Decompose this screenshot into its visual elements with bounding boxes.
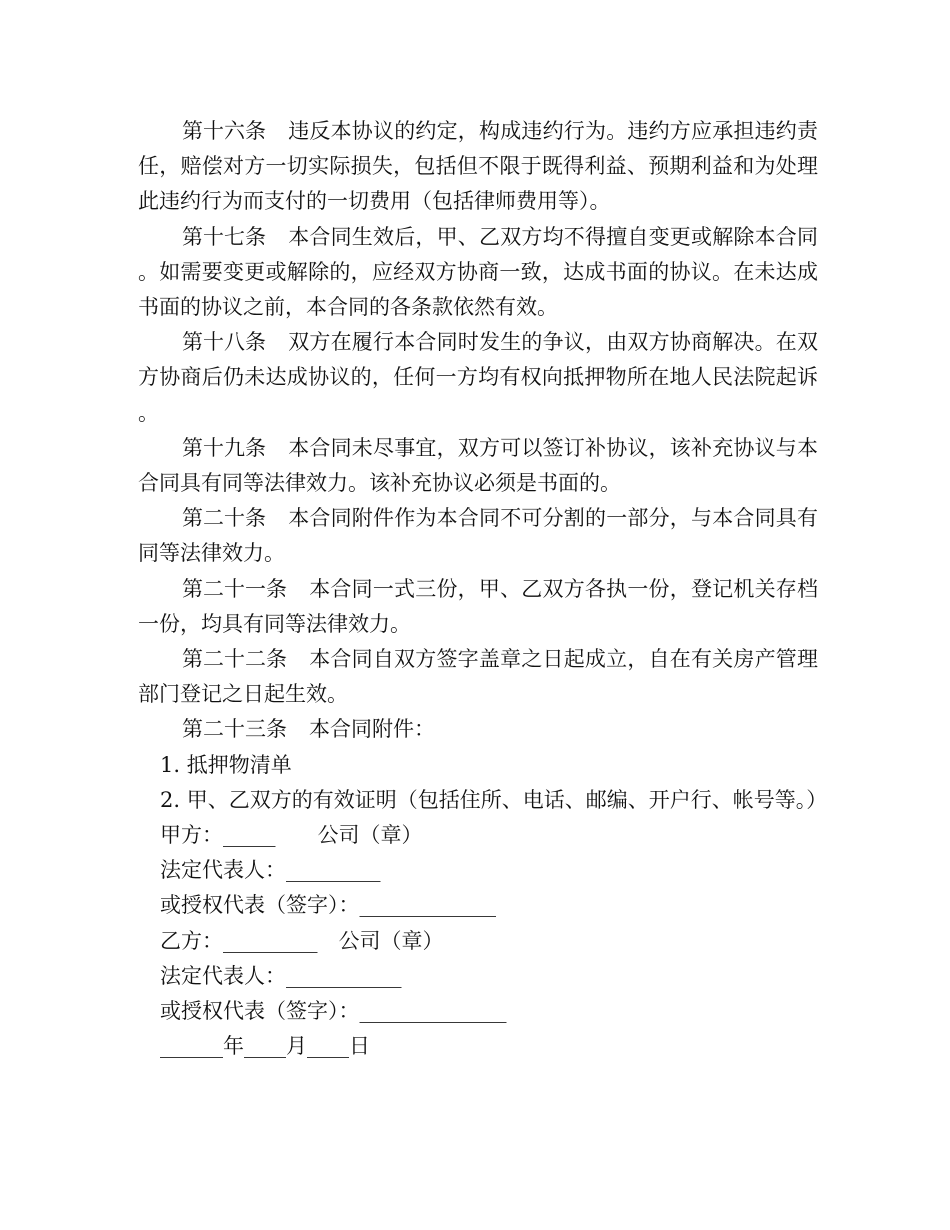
clause-heading: 第十七条 (182, 224, 266, 249)
clause-heading: 第二十一条 (182, 576, 287, 601)
signing-date-line: ______年____月____日 (160, 1034, 370, 1059)
clause-20 (138, 501, 818, 571)
attachment-item-1: 1. 抵押物清单 (160, 752, 292, 777)
clause-23 (138, 712, 818, 747)
clause-text: 违反本协议的约定，构成违约行为。违约方应承担违约责任，赔偿对方一切实际损失，包括但不限于既得利益、预期利益和为处理此违约行为而支付的一切费用（包括律师费用等）。 (138, 119, 818, 214)
clause-heading: 第二十三条 (182, 717, 287, 742)
clause-text: 本合同生效后，甲、乙双方均不得擅自变更或解除本合同。如需要变更或解除的，应经双方协商一致，达成书面的协议。在未达成书面的协议之前，本合同的各条款依然有效。 (138, 224, 818, 320)
clause-text: 本合同未尽事宜，双方可以签订补协议，该补充协议与本合同具有同等法律效力。该补充协议必须是书面的。 (138, 435, 818, 496)
clause-heading: 第十六条 (182, 119, 266, 143)
contract-body (138, 114, 828, 1064)
clause-text: 双方在履行本合同时发生的争议，由双方协商解决。在双方协商后仍未达成协议的，任何一方均有权向抵押物所在地人民法院起诉。 (138, 330, 818, 425)
clause-heading: 第十九条 (182, 435, 266, 460)
clause-16 (138, 114, 818, 220)
clause-heading: 第二十条 (182, 506, 266, 531)
clause-text: 本合同附件作为本合同不可分割的一部分，与本合同具有同等法律效力。 (138, 506, 818, 566)
clause-text: 本合同一式三份，甲、乙双方各执一份，登记机关存档一份，均具有同等法律效力。 (138, 576, 818, 636)
clause-17 (138, 220, 818, 326)
clause-heading: 第二十二条 (182, 647, 287, 672)
party-b-line: 乙方：_________ 公司（章） (160, 928, 444, 953)
attachment-item-2: 2. 甲、乙双方的有效证明（包括住所、电话、邮编、开户行、帐号等。） (160, 787, 828, 812)
party-a-line: 甲方：_____ 公司（章） (160, 823, 423, 848)
party-a-authorized-rep-line: 或授权代表（签字）：_____________ (160, 893, 496, 918)
party-b-legal-rep-line: 法定代表人：___________ (160, 963, 402, 988)
clause-19 (138, 431, 818, 501)
party-a-legal-rep-line: 法定代表人：_________ (160, 858, 381, 883)
party-b-authorized-rep-line: 或授权代表（签字）：______________ (160, 999, 507, 1024)
clause-18 (138, 325, 818, 431)
clause-22 (138, 642, 818, 712)
clause-text: 本合同附件： (309, 717, 435, 742)
clause-heading: 第十八条 (182, 330, 266, 355)
clause-text: 本合同自双方签字盖章之日起成立，自在有关房产管理部门登记之日起生效。 (138, 647, 818, 707)
clause-21 (138, 572, 818, 642)
